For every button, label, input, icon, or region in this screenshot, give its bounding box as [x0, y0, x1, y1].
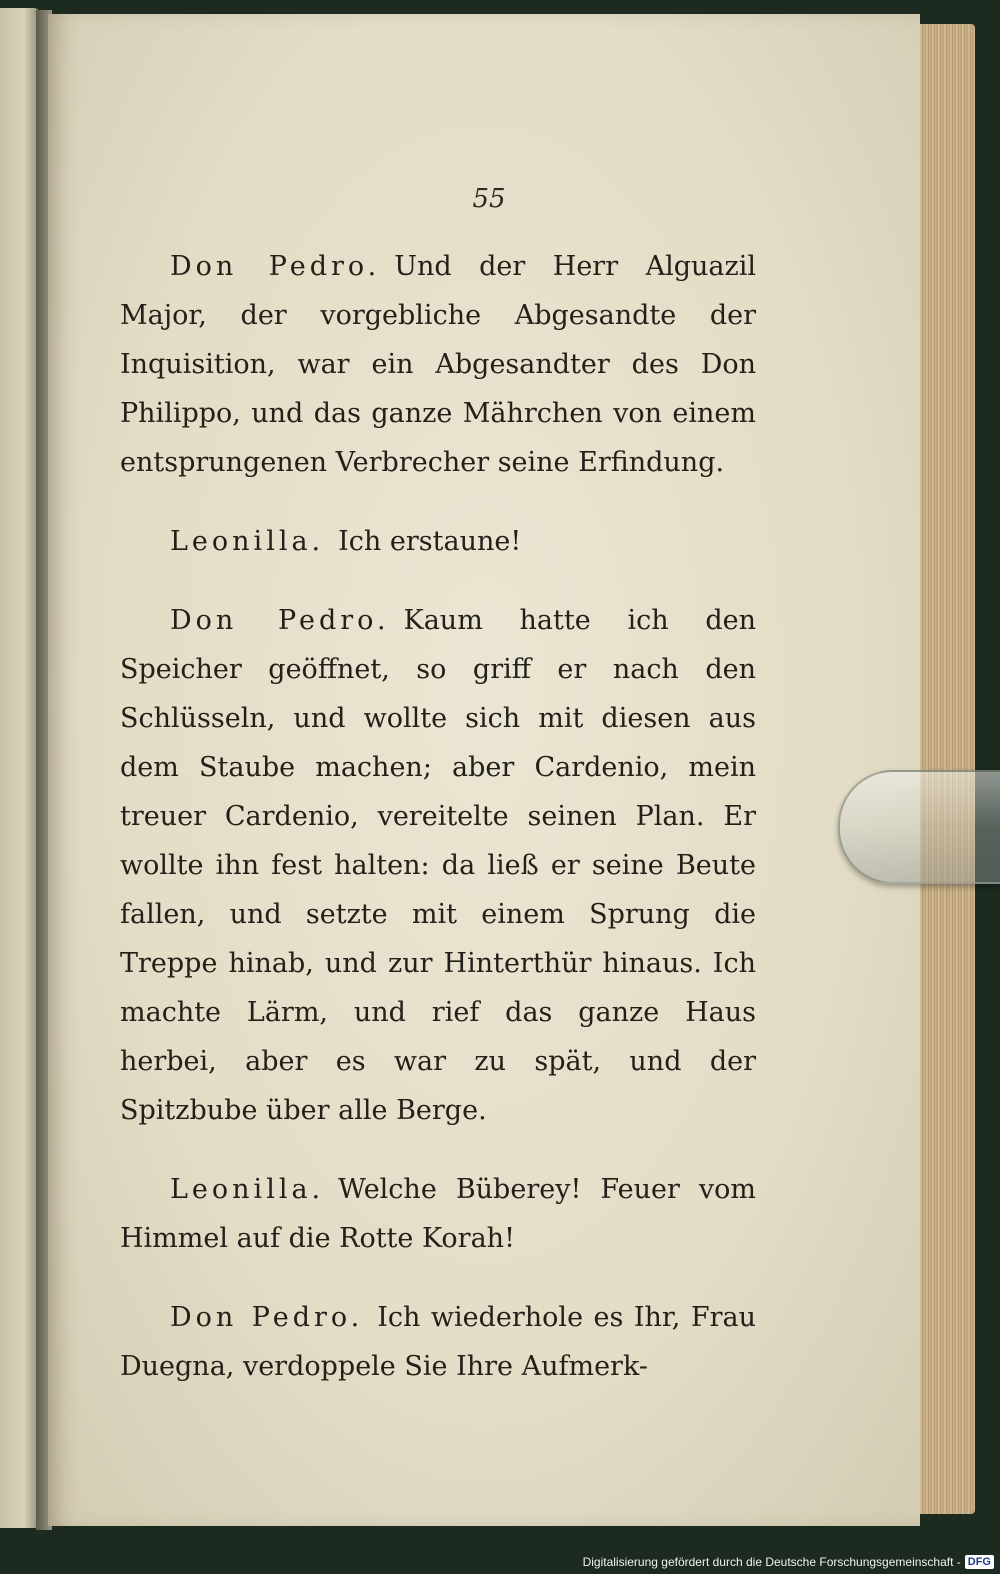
speaker-name: Leonilla. — [170, 1174, 325, 1205]
book-page — [48, 14, 920, 1526]
dfg-logo: DFG — [965, 1555, 994, 1569]
paragraph-text: Kaum hatte ich den Speicher geöffnet, so griff er nach den Schlüsseln, und wollte sich mit diesen aus dem Staube machen; aber Cardenio, mein treuer Cardenio, vereitelte seinen Plan. Er wollte ihn fest halten: da ließ er seine Beute fallen, und setzte mit einem Sprung die Treppe hinab, und zur Hinterthür hinaus. Ich machte Lärm, und rief das ganze Haus herbei, aber es war zu spät, und der Spitzbube über alle Berge. — [120, 605, 756, 1126]
speaker-name: Don Pedro. — [170, 605, 390, 636]
paragraph-1 — [120, 242, 756, 487]
speaker-name: Don Pedro. — [170, 251, 381, 282]
page-number: 55 — [472, 184, 506, 214]
paragraph-4 — [120, 1165, 756, 1263]
speaker-name: Don Pedro. — [170, 1302, 364, 1333]
left-page-edge — [0, 8, 40, 1528]
paragraph-3 — [120, 596, 756, 1135]
digitization-credit — [583, 1552, 994, 1572]
page-holder-clip — [838, 770, 1000, 884]
credit-text: Digitalisierung gefördert durch die Deutsche Forschungsgemeinschaft - — [582, 1555, 961, 1569]
paragraph-text: Und der Herr Alguazil Major, der vorgebliche Abgesandte der Inquisition, war ein Abgesandter des Don Philippo, und das ganze Mährchen von einem entsprungenen Verbrecher seine Erfindung. — [120, 251, 756, 478]
paragraph-text: Ich erstaune! — [338, 526, 522, 557]
page-text — [120, 242, 756, 1421]
paragraph-text: Welche Büberey! Feuer vom Himmel auf die Rotte Korah! — [120, 1174, 756, 1254]
paragraph-text: Ich wiederhole es Ihr, Frau Duegna, verdoppele Sie Ihre Aufmerk- — [120, 1302, 756, 1382]
paragraph-2 — [120, 517, 756, 566]
paragraph-5 — [120, 1293, 756, 1391]
speaker-name: Leonilla. — [170, 526, 325, 557]
